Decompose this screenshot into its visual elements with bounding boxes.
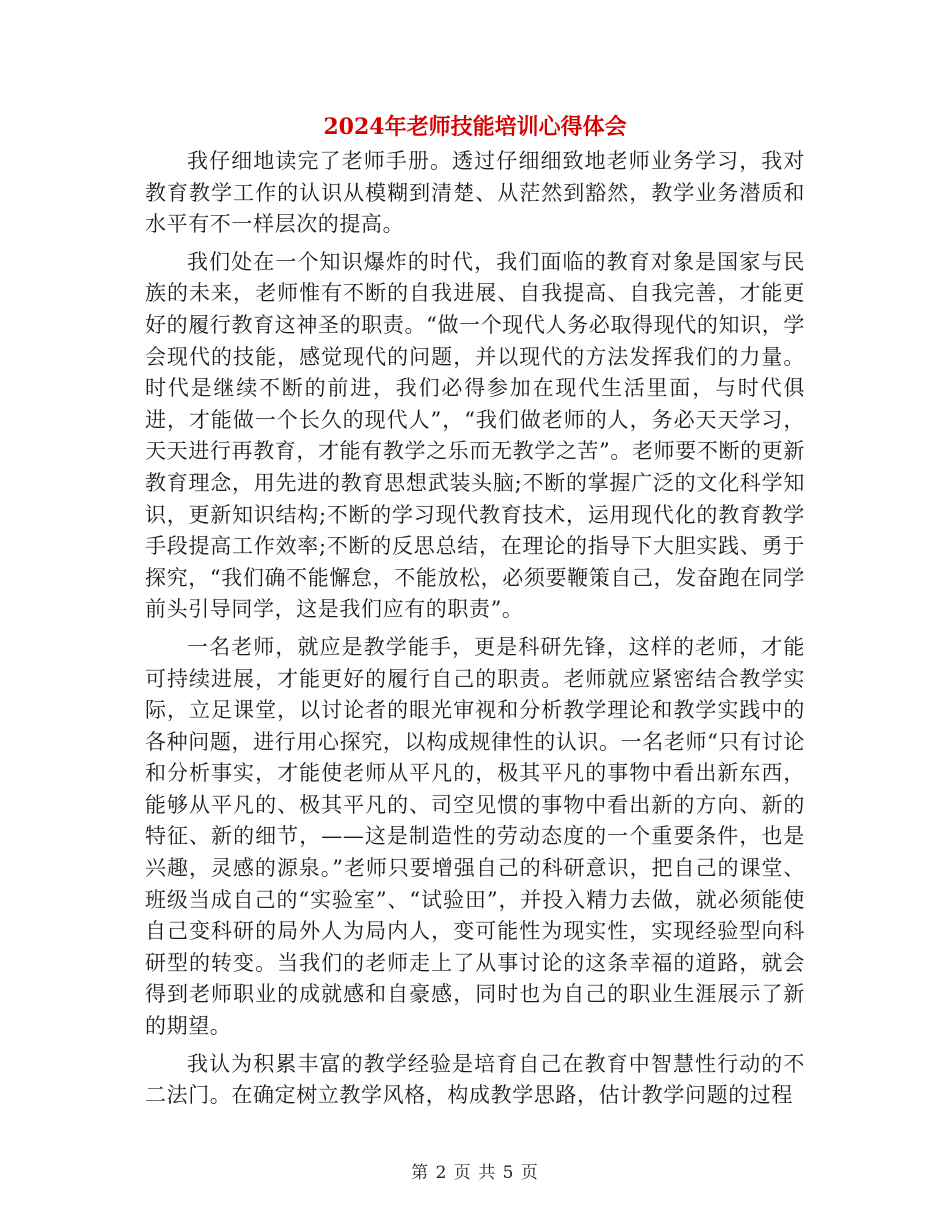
paragraph-4: 我认为积累丰富的教学经验是培育自己在教育中智慧性行动的不二法门。在确定树立教学风格，构成教学思路，估计教学问题的过程 — [145, 1051, 805, 1108]
page-footer: 第 2 页 共 5 页 — [411, 1163, 539, 1183]
paragraph-1: 我仔细地读完了老师手册。透过仔细细致地老师业务学习，我对教育教学工作的认识从模糊到清楚、从茫然到豁然，教学业务潜质和水平有不一样层次的提高。 — [145, 149, 805, 237]
paragraph-2: 我们处在一个知识爆炸的时代，我们面临的教育对象是国家与民族的未来，老师惟有不断的自我进展、自我提高、自我完善，才能更好的履行教育这神圣的职责。“做一个现代人务必取得现代的知识，学会现代的技能，感觉现代的问题，并以现代的方法发挥我们的力量。时代是继续不断的前进，我们必得参加在现代生活里面，与时代俱进，才能做一个长久的现代人”，“我们做老师的人，务必天天学习，天天进行再教育，才能有教学之乐而无教学之苦”。老师要不断的更新教育理念，用先进的教育思想武装头脑;不断的掌握广泛的文化科学知识，更新知识结构;不断的学习现代教育技术，运用现代化的教育教学手段提高工作效率;不断的反思总结，在理论的指导下大胆实践、勇于探究，“我们确不能懈怠，不能放松，必须要鞭策自己，发奋跑在同学前头引导同学，这是我们应有的职责”。 — [145, 249, 805, 622]
paragraph-3: 一名老师，就应是教学能手，更是科研先锋，这样的老师，才能可持续进展，才能更好的履行自己的职责。老师就应紧密结合教学实际，立足课堂，以讨论者的眼光审视和分析教学理论和教学实践中的各种问题，进行用心探究，以构成规律性的认识。一名老师“只有讨论和分析事实，才能使老师从平凡的，极其平凡的事物中看出新东西，能够从平凡的、极其平凡的、司空见惯的事物中看出新的方向、新的特征、新的细节，——这是制造性的劳动态度的一个重要条件，也是兴趣，灵感的源泉。”老师只要增强自己的科研意识，把自己的课堂、班级当成自己的“实验室”、“试验田”，并投入精力去做，就必须能使自己变科研的局外人为局内人，变可能性为现实性，实现经验型向科研型的转变。当我们的老师走上了从事讨论的这条幸福的道路，就会得到老师职业的成就感和自豪感，同时也为自己的职业生涯展示了新的期望。 — [145, 634, 805, 1039]
document-title: 2024年老师技能培训心得体会 — [323, 114, 627, 140]
document-body — [145, 146, 805, 1112]
